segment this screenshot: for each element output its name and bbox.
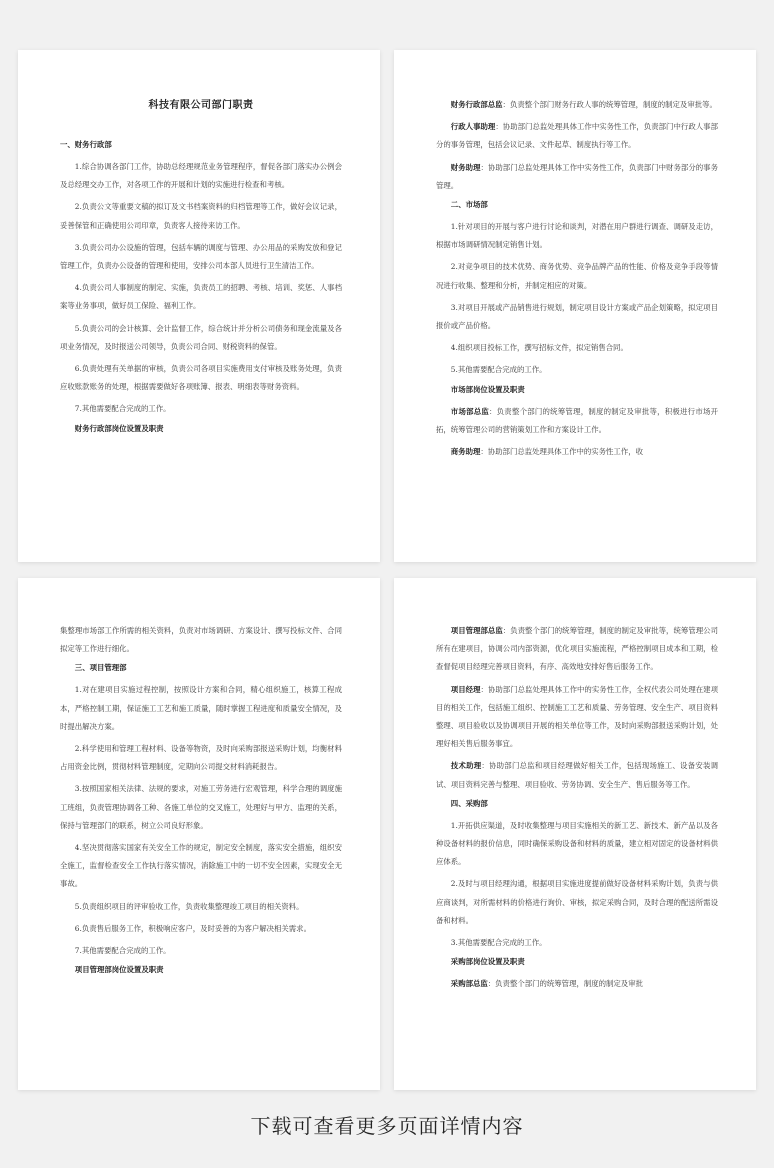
subsection-heading: 市场部岗位设置及职责: [450, 384, 525, 394]
role-text: ：协助部门总监处理具体工作中的实务性工作，收: [480, 447, 643, 457]
paragraph: 2.负责公文等重要文稿的拟订及文书档案资料的归档管理等工作，做好会议记录，妥善保管和正确使用公司印章，负责客人接待来访工作。: [60, 202, 342, 230]
paragraph: 7.其他需要配合完成的工作。: [74, 946, 171, 956]
document-page-4: [394, 578, 756, 1090]
paragraph: 3.其他需要配合完成的工作。: [450, 938, 547, 948]
role-label: 财务助理: [450, 162, 481, 172]
role-label: 财务行政部总监: [450, 100, 503, 109]
section-heading: 一、财务行政部: [60, 140, 112, 149]
paragraph: 2.科学使用和管理工程材料、设备等物资，及时向采购部报送采购计划，均衡材料占用资金比例，贯彻材料管理制度，定期向公司提交材料消耗报告。: [60, 744, 342, 772]
section-heading: 四、采购部: [450, 798, 488, 808]
role-paragraph: [436, 403, 718, 439]
role-paragraph: [436, 159, 718, 195]
subsection-heading: 项目管理部岗位设置及职责: [74, 965, 164, 975]
role-paragraph: [436, 681, 718, 754]
role-paragraph: [436, 118, 718, 154]
role-label: 商务助理: [450, 447, 481, 457]
section-heading: 三、项目管理部: [74, 663, 127, 673]
document-page-3: [18, 578, 380, 1090]
role-label: 行政人事助理: [450, 122, 496, 132]
role-text: ：协助部门总监处理具体工作中实务性工作，负责部门中财务部分的事务管理。: [436, 162, 718, 190]
paragraph: 1.综合协调各部门工作，协助总经理规范业务管理程序，督促各部门落实办公例会及总经理交办工作，对各项工作的开展和计划的实施进行检查和考核。: [60, 162, 342, 190]
role-label: 市场部总监: [450, 406, 490, 416]
role-paragraph: [436, 975, 718, 993]
role-paragraph: [436, 443, 718, 461]
paragraph: 1.针对项目的开展与客户进行讨论和谈判，对潜在用户群进行调查、调研及走访，根据市场调研情况制定销售计划。: [436, 222, 718, 250]
paragraph: 2.对竞争项目的技术优势、商务优势、竞争品牌产品的性能、价格及竞争手段等情况进行收集、整理和分析，并制定相应的对策。: [436, 262, 718, 290]
subsection-heading: 财务行政部岗位设置及职责: [74, 423, 164, 433]
role-text: ：负责整个部门财务行政人事的统筹管理，制度的制定及审批等。: [502, 100, 717, 109]
role-text: ：协助部门总监处理具体工作中的实务性工作，全权代表公司处理在建项目的相关工作，包括施工组织、控制施工工艺和质量、劳务管理、安全生产、项目资料整理、项目验收以及协调项目开展的相关单位等工作，及时向采购部报送采购计划，处理好相关售后服务事宜。: [436, 684, 718, 749]
paragraph: 4.坚决贯彻落实国家有关安全工作的规定，制定安全制度，落实安全措施，组织安全施工，监督检查安全工作执行落实情况，消除施工中的一切不安全因素，实现安全无事故。: [60, 843, 342, 889]
role-text: ：协助部门总监处理具体工作中实务性工作，负责部门中行政人事部分的事务管理，包括会议记录、文件起草、制度执行等工作。: [436, 122, 718, 150]
paragraph: 5.负责公司的会计核算、会计监督工作，综合统计并分析公司债务和现金流量及各项业务情况，及时报送公司领导，负责公司合同、财税资料的保管。: [60, 323, 342, 351]
paragraph: 1.开拓供应渠道，及时收集整理与项目实施相关的新工艺、新技术、新产品以及各种设备材料的报价信息，同时确保采购设备和材料的质量，建立相对固定的设备材料供应体系。: [436, 820, 718, 867]
role-paragraph: [436, 96, 718, 114]
paragraph: 3.负责公司办公设施的管理，包括车辆的调度与管理、办公用品的采购发放和登记管理工作，负责办公设备的管理和使用，安排公司本部人员进行卫生清洁工作。: [60, 242, 342, 271]
role-text: ：协助部门总监和项目经理做好相关工作，包括现场施工、设备安装调试、项目资料完善与整理、项目验收、劳务协调、安全生产、售后服务等工作。: [436, 761, 718, 789]
paragraph: 7.其他需要配合完成的工作。: [74, 404, 171, 414]
paragraph: 4.组织项目投标工作，撰写招标文件，拟定销售合同。: [450, 343, 628, 353]
paragraph: 集整理市场部工作所需的相关资料，负责对市场调研、方案设计、撰写投标文件、合同拟定等工作进行细化。: [60, 626, 342, 654]
paragraph: 5.其他需要配合完成的工作。: [450, 365, 547, 375]
paragraph: 3.按照国家相关法律、法规的要求，对施工劳务进行宏观管理，科学合理的调度施工班组，负责管理协调各工种、各施工单位的交叉施工，处理好与甲方、监理的关系，保持与管理部门的联系，树立公司良好形象。: [60, 784, 342, 830]
document-page-2: [394, 50, 756, 562]
paragraph: 4.负责公司人事制度的制定、实施，负责员工的招聘、考核、培训、奖惩、人事档案等业务事项，做好员工保险、福利工作。: [60, 283, 342, 311]
role-label: 技术助理: [450, 761, 482, 771]
role-label: 采购部总监: [450, 979, 488, 989]
paragraph: 5.负责组织项目的评审验收工作，负责收集整理竣工项目的相关资料。: [74, 901, 304, 911]
role-text: ：负责整个部门的统筹管理，制度的制定及审批: [487, 979, 643, 989]
subsection-heading: 采购部岗位设置及职责: [450, 957, 525, 967]
role-text: ：负责整个部门的统筹管理，制度的制定及审批等，统筹管理公司所有在建项目，协调公司内部资源，优化项目实施流程，严格控制项目成本和工期，检查督促项目经理完善项目资料，有序、高效地安排好售后服务工作。: [436, 626, 718, 672]
download-prompt[interactable]: 下载可查看更多页面详情内容: [250, 1114, 524, 1138]
paragraph: 6.负责售后服务工作，积极响应客户，及时妥善的为客户解决相关需求。: [74, 923, 311, 933]
role-paragraph: [436, 622, 718, 677]
paragraph: 1.对在建项目实施过程控制，按照设计方案和合同，精心组织施工，核算工程成本，严格控制工期，保证施工工艺和施工质量，随时掌握工程进度和质量安全情况，及时提出解决方案。: [60, 685, 342, 731]
role-paragraph: [436, 757, 718, 793]
paragraph: 3.对项目开展或产品销售进行规划，制定项目设计方案或产品企划策略，拟定项目报价或产品价格。: [436, 302, 718, 331]
role-label: 项目经理: [450, 684, 481, 694]
role-text: ：负责整个部门的统筹管理，制度的制定及审批等，积极进行市场开拓，统筹管理公司的营销策划工作和方案设计工作。: [436, 406, 718, 434]
paragraph: 6.负责处理有关单据的审核，负责公司各项目实施费用支付审核及账务处理，负责应收账款账务的处理，根据需要做好各项账簿、报表、明细表等财务资料。: [60, 364, 342, 392]
page-title: 科技有限公司部门职责: [148, 100, 254, 111]
role-label: 项目管理部总监: [450, 626, 503, 635]
section-heading: 二、市场部: [450, 200, 488, 210]
document-page-1: [18, 50, 380, 562]
paragraph: 2.及时与项目经理沟通，根据项目实施进度提前做好设备材料采购计划，负责与供应商谈判，对所需材料的价格进行询价、审核，拟定采购合同，及时合理的配送所需设备和材料。: [436, 879, 718, 925]
